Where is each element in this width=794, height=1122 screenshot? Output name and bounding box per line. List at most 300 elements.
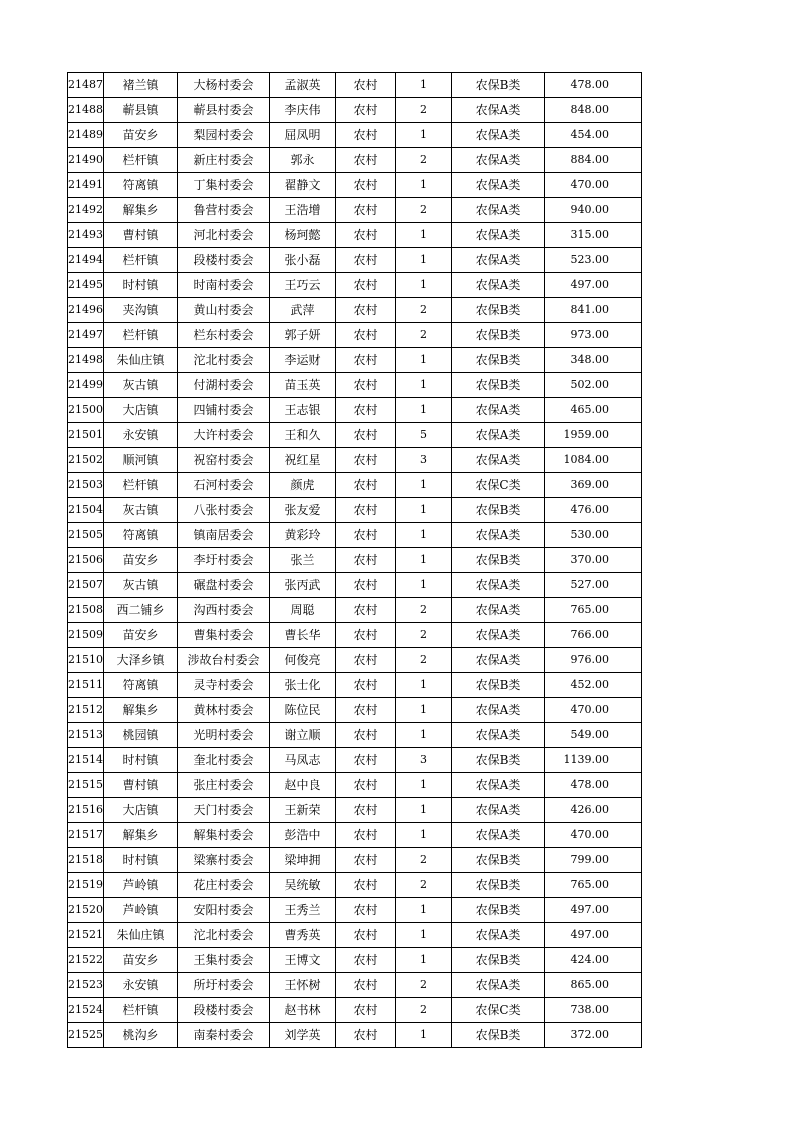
village-committee-cell: 黄林村委会 — [178, 698, 270, 723]
person-name-cell: 赵中良 — [270, 773, 336, 798]
record-id-cell: 21523 — [68, 973, 104, 998]
township-cell: 苗安乡 — [104, 623, 178, 648]
amount-cell: 497.00 — [545, 923, 642, 948]
person-name-cell: 王和久 — [270, 423, 336, 448]
table-row — [68, 798, 642, 823]
household-count-cell: 1 — [396, 373, 452, 398]
records-table — [67, 72, 642, 1048]
township-cell: 朱仙庄镇 — [104, 348, 178, 373]
table-row — [68, 223, 642, 248]
village-committee-cell: 灵寺村委会 — [178, 673, 270, 698]
township-cell: 栏杆镇 — [104, 473, 178, 498]
household-count-cell: 1 — [396, 523, 452, 548]
village-committee-cell: 付湖村委会 — [178, 373, 270, 398]
record-id-cell: 21498 — [68, 348, 104, 373]
insurance-category-cell: 农保A类 — [452, 123, 545, 148]
township-cell: 时村镇 — [104, 848, 178, 873]
area-type-cell: 农村 — [336, 648, 396, 673]
amount-cell: 370.00 — [545, 548, 642, 573]
table-row — [68, 398, 642, 423]
household-count-cell: 1 — [396, 773, 452, 798]
amount-cell: 454.00 — [545, 123, 642, 148]
township-cell: 解集乡 — [104, 823, 178, 848]
township-cell: 栏杆镇 — [104, 323, 178, 348]
record-id-cell: 21525 — [68, 1023, 104, 1048]
township-cell: 灰古镇 — [104, 573, 178, 598]
village-committee-cell: 解集村委会 — [178, 823, 270, 848]
amount-cell: 470.00 — [545, 823, 642, 848]
record-id-cell: 21511 — [68, 673, 104, 698]
area-type-cell: 农村 — [336, 798, 396, 823]
insurance-category-cell: 农保A类 — [452, 523, 545, 548]
table-row — [68, 898, 642, 923]
area-type-cell: 农村 — [336, 548, 396, 573]
area-type-cell: 农村 — [336, 748, 396, 773]
person-name-cell: 王志银 — [270, 398, 336, 423]
record-id-cell: 21516 — [68, 798, 104, 823]
amount-cell: 465.00 — [545, 398, 642, 423]
insurance-category-cell: 农保B类 — [452, 348, 545, 373]
area-type-cell: 农村 — [336, 448, 396, 473]
insurance-category-cell: 农保B类 — [452, 673, 545, 698]
township-cell: 灰古镇 — [104, 373, 178, 398]
person-name-cell: 武萍 — [270, 298, 336, 323]
table-row — [68, 773, 642, 798]
area-type-cell: 农村 — [336, 73, 396, 98]
person-name-cell: 郭永 — [270, 148, 336, 173]
village-committee-cell: 所圩村委会 — [178, 973, 270, 998]
household-count-cell: 5 — [396, 423, 452, 448]
amount-cell: 841.00 — [545, 298, 642, 323]
record-id-cell: 21487 — [68, 73, 104, 98]
township-cell: 永安镇 — [104, 423, 178, 448]
person-name-cell: 王新荣 — [270, 798, 336, 823]
insurance-category-cell: 农保A类 — [452, 798, 545, 823]
record-id-cell: 21500 — [68, 398, 104, 423]
township-cell: 时村镇 — [104, 273, 178, 298]
record-id-cell: 21503 — [68, 473, 104, 498]
table-row — [68, 273, 642, 298]
table-row — [68, 573, 642, 598]
amount-cell: 315.00 — [545, 223, 642, 248]
person-name-cell: 颜虎 — [270, 473, 336, 498]
insurance-category-cell: 农保A类 — [452, 573, 545, 598]
area-type-cell: 农村 — [336, 348, 396, 373]
person-name-cell: 梁坤拥 — [270, 848, 336, 873]
table-row — [68, 123, 642, 148]
record-id-cell: 21495 — [68, 273, 104, 298]
household-count-cell: 1 — [396, 473, 452, 498]
record-id-cell: 21501 — [68, 423, 104, 448]
record-id-cell: 21519 — [68, 873, 104, 898]
insurance-category-cell: 农保B类 — [452, 73, 545, 98]
village-committee-cell: 大杨村委会 — [178, 73, 270, 98]
area-type-cell: 农村 — [336, 923, 396, 948]
township-cell: 栏杆镇 — [104, 998, 178, 1023]
township-cell: 桃沟乡 — [104, 1023, 178, 1048]
township-cell: 蕲县镇 — [104, 98, 178, 123]
record-id-cell: 21508 — [68, 598, 104, 623]
table-row — [68, 723, 642, 748]
person-name-cell: 陈位民 — [270, 698, 336, 723]
insurance-category-cell: 农保A类 — [452, 698, 545, 723]
village-committee-cell: 栏东村委会 — [178, 323, 270, 348]
household-count-cell: 1 — [396, 673, 452, 698]
table-row — [68, 698, 642, 723]
household-count-cell: 1 — [396, 223, 452, 248]
insurance-category-cell: 农保A类 — [452, 423, 545, 448]
household-count-cell: 2 — [396, 98, 452, 123]
household-count-cell: 2 — [396, 873, 452, 898]
table-row — [68, 148, 642, 173]
table-row — [68, 523, 642, 548]
amount-cell: 884.00 — [545, 148, 642, 173]
record-id-cell: 21512 — [68, 698, 104, 723]
area-type-cell: 农村 — [336, 248, 396, 273]
table-row — [68, 373, 642, 398]
insurance-category-cell: 农保B类 — [452, 1023, 545, 1048]
village-committee-cell: 沱北村委会 — [178, 348, 270, 373]
village-committee-cell: 黄山村委会 — [178, 298, 270, 323]
amount-cell: 478.00 — [545, 73, 642, 98]
record-id-cell: 21514 — [68, 748, 104, 773]
record-id-cell: 21502 — [68, 448, 104, 473]
table-row — [68, 948, 642, 973]
person-name-cell: 祝红星 — [270, 448, 336, 473]
village-committee-cell: 段楼村委会 — [178, 248, 270, 273]
household-count-cell: 1 — [396, 73, 452, 98]
insurance-category-cell: 农保B类 — [452, 498, 545, 523]
area-type-cell: 农村 — [336, 998, 396, 1023]
insurance-category-cell: 农保B类 — [452, 323, 545, 348]
area-type-cell: 农村 — [336, 723, 396, 748]
table-row — [68, 823, 642, 848]
amount-cell: 865.00 — [545, 973, 642, 998]
table-row — [68, 173, 642, 198]
record-id-cell: 21496 — [68, 298, 104, 323]
insurance-category-cell: 农保A类 — [452, 923, 545, 948]
township-cell: 符离镇 — [104, 673, 178, 698]
area-type-cell: 农村 — [336, 773, 396, 798]
township-cell: 解集乡 — [104, 698, 178, 723]
township-cell: 苗安乡 — [104, 948, 178, 973]
household-count-cell: 2 — [396, 848, 452, 873]
household-count-cell: 3 — [396, 748, 452, 773]
township-cell: 桃园镇 — [104, 723, 178, 748]
amount-cell: 973.00 — [545, 323, 642, 348]
person-name-cell: 翟静文 — [270, 173, 336, 198]
person-name-cell: 屈凤明 — [270, 123, 336, 148]
insurance-category-cell: 农保A类 — [452, 648, 545, 673]
household-count-cell: 1 — [396, 123, 452, 148]
village-committee-cell: 河北村委会 — [178, 223, 270, 248]
record-id-cell: 21506 — [68, 548, 104, 573]
household-count-cell: 1 — [396, 498, 452, 523]
village-committee-cell: 新庄村委会 — [178, 148, 270, 173]
insurance-category-cell: 农保B类 — [452, 748, 545, 773]
village-committee-cell: 花庄村委会 — [178, 873, 270, 898]
amount-cell: 470.00 — [545, 173, 642, 198]
household-count-cell: 2 — [396, 648, 452, 673]
household-count-cell: 2 — [396, 148, 452, 173]
table-row — [68, 198, 642, 223]
record-id-cell: 21517 — [68, 823, 104, 848]
table-row — [68, 248, 642, 273]
area-type-cell: 农村 — [336, 298, 396, 323]
amount-cell: 976.00 — [545, 648, 642, 673]
person-name-cell: 张兰 — [270, 548, 336, 573]
person-name-cell: 张友爱 — [270, 498, 336, 523]
person-name-cell: 张小磊 — [270, 248, 336, 273]
township-cell: 大店镇 — [104, 398, 178, 423]
village-committee-cell: 鲁营村委会 — [178, 198, 270, 223]
village-committee-cell: 奎北村委会 — [178, 748, 270, 773]
village-committee-cell: 李圩村委会 — [178, 548, 270, 573]
person-name-cell: 马凤志 — [270, 748, 336, 773]
household-count-cell: 1 — [396, 1023, 452, 1048]
amount-cell: 523.00 — [545, 248, 642, 273]
table-row — [68, 598, 642, 623]
record-id-cell: 21515 — [68, 773, 104, 798]
household-count-cell: 1 — [396, 823, 452, 848]
township-cell: 芦岭镇 — [104, 873, 178, 898]
area-type-cell: 农村 — [336, 848, 396, 873]
record-id-cell: 21497 — [68, 323, 104, 348]
amount-cell: 765.00 — [545, 873, 642, 898]
household-count-cell: 2 — [396, 598, 452, 623]
record-id-cell: 21494 — [68, 248, 104, 273]
person-name-cell: 周聪 — [270, 598, 336, 623]
amount-cell: 348.00 — [545, 348, 642, 373]
table-row — [68, 473, 642, 498]
township-cell: 大店镇 — [104, 798, 178, 823]
table-row — [68, 973, 642, 998]
amount-cell: 452.00 — [545, 673, 642, 698]
record-id-cell: 21489 — [68, 123, 104, 148]
township-cell: 永安镇 — [104, 973, 178, 998]
township-cell: 灰古镇 — [104, 498, 178, 523]
household-count-cell: 2 — [396, 998, 452, 1023]
village-committee-cell: 四铺村委会 — [178, 398, 270, 423]
insurance-category-cell: 农保A类 — [452, 173, 545, 198]
table-row — [68, 673, 642, 698]
record-id-cell: 21524 — [68, 998, 104, 1023]
insurance-category-cell: 农保A类 — [452, 623, 545, 648]
village-committee-cell: 沱北村委会 — [178, 923, 270, 948]
record-id-cell: 21520 — [68, 898, 104, 923]
person-name-cell: 曹长华 — [270, 623, 336, 648]
area-type-cell: 农村 — [336, 823, 396, 848]
amount-cell: 426.00 — [545, 798, 642, 823]
person-name-cell: 张士化 — [270, 673, 336, 698]
person-name-cell: 李运财 — [270, 348, 336, 373]
township-cell: 栏杆镇 — [104, 248, 178, 273]
area-type-cell: 农村 — [336, 223, 396, 248]
record-id-cell: 21488 — [68, 98, 104, 123]
township-cell: 栏杆镇 — [104, 148, 178, 173]
insurance-category-cell: 农保C类 — [452, 473, 545, 498]
amount-cell: 848.00 — [545, 98, 642, 123]
table-row — [68, 873, 642, 898]
record-id-cell: 21513 — [68, 723, 104, 748]
table-row — [68, 923, 642, 948]
amount-cell: 1139.00 — [545, 748, 642, 773]
amount-cell: 497.00 — [545, 273, 642, 298]
area-type-cell: 农村 — [336, 273, 396, 298]
household-count-cell: 1 — [396, 348, 452, 373]
household-count-cell: 2 — [396, 323, 452, 348]
village-committee-cell: 安阳村委会 — [178, 898, 270, 923]
area-type-cell: 农村 — [336, 198, 396, 223]
table-row — [68, 298, 642, 323]
village-committee-cell: 碾盘村委会 — [178, 573, 270, 598]
village-committee-cell: 丁集村委会 — [178, 173, 270, 198]
household-count-cell: 1 — [396, 248, 452, 273]
table-row — [68, 73, 642, 98]
township-cell: 曹村镇 — [104, 773, 178, 798]
township-cell: 褚兰镇 — [104, 73, 178, 98]
village-committee-cell: 镇南居委会 — [178, 523, 270, 548]
insurance-category-cell: 农保A类 — [452, 723, 545, 748]
record-id-cell: 21505 — [68, 523, 104, 548]
township-cell: 苗安乡 — [104, 123, 178, 148]
household-count-cell: 1 — [396, 398, 452, 423]
record-id-cell: 21504 — [68, 498, 104, 523]
person-name-cell: 李庆伟 — [270, 98, 336, 123]
amount-cell: 765.00 — [545, 598, 642, 623]
table-row — [68, 98, 642, 123]
village-committee-cell: 南秦村委会 — [178, 1023, 270, 1048]
township-cell: 苗安乡 — [104, 548, 178, 573]
table-row — [68, 848, 642, 873]
village-committee-cell: 梨园村委会 — [178, 123, 270, 148]
record-id-cell: 21490 — [68, 148, 104, 173]
village-committee-cell: 八张村委会 — [178, 498, 270, 523]
record-id-cell: 21510 — [68, 648, 104, 673]
household-count-cell: 1 — [396, 173, 452, 198]
township-cell: 朱仙庄镇 — [104, 923, 178, 948]
township-cell: 符离镇 — [104, 523, 178, 548]
person-name-cell: 张丙武 — [270, 573, 336, 598]
amount-cell: 530.00 — [545, 523, 642, 548]
record-id-cell: 21492 — [68, 198, 104, 223]
village-committee-cell: 天门村委会 — [178, 798, 270, 823]
person-name-cell: 彭浩中 — [270, 823, 336, 848]
person-name-cell: 曹秀英 — [270, 923, 336, 948]
area-type-cell: 农村 — [336, 598, 396, 623]
household-count-cell: 2 — [396, 973, 452, 998]
amount-cell: 549.00 — [545, 723, 642, 748]
township-cell: 解集乡 — [104, 198, 178, 223]
person-name-cell: 郭子妍 — [270, 323, 336, 348]
person-name-cell: 何俊亮 — [270, 648, 336, 673]
household-count-cell: 1 — [396, 923, 452, 948]
insurance-category-cell: 农保A类 — [452, 448, 545, 473]
insurance-category-cell: 农保B类 — [452, 848, 545, 873]
insurance-category-cell: 农保B类 — [452, 548, 545, 573]
amount-cell: 527.00 — [545, 573, 642, 598]
person-name-cell: 王博文 — [270, 948, 336, 973]
person-name-cell: 刘学英 — [270, 1023, 336, 1048]
household-count-cell: 1 — [396, 798, 452, 823]
insurance-category-cell: 农保A类 — [452, 398, 545, 423]
area-type-cell: 农村 — [336, 473, 396, 498]
amount-cell: 372.00 — [545, 1023, 642, 1048]
person-name-cell: 赵书林 — [270, 998, 336, 1023]
insurance-category-cell: 农保A类 — [452, 98, 545, 123]
insurance-category-cell: 农保A类 — [452, 248, 545, 273]
village-committee-cell: 张庄村委会 — [178, 773, 270, 798]
table-body — [68, 73, 642, 1048]
person-name-cell: 王秀兰 — [270, 898, 336, 923]
person-name-cell: 王浩增 — [270, 198, 336, 223]
amount-cell: 1959.00 — [545, 423, 642, 448]
insurance-category-cell: 农保A类 — [452, 198, 545, 223]
area-type-cell: 农村 — [336, 698, 396, 723]
household-count-cell: 1 — [396, 898, 452, 923]
table-row — [68, 998, 642, 1023]
area-type-cell: 农村 — [336, 373, 396, 398]
area-type-cell: 农村 — [336, 498, 396, 523]
person-name-cell: 吴统敏 — [270, 873, 336, 898]
amount-cell: 497.00 — [545, 898, 642, 923]
amount-cell: 766.00 — [545, 623, 642, 648]
insurance-category-cell: 农保A类 — [452, 148, 545, 173]
record-id-cell: 21521 — [68, 923, 104, 948]
record-id-cell: 21507 — [68, 573, 104, 598]
township-cell: 符离镇 — [104, 173, 178, 198]
village-committee-cell: 时南村委会 — [178, 273, 270, 298]
area-type-cell: 农村 — [336, 673, 396, 698]
area-type-cell: 农村 — [336, 1023, 396, 1048]
area-type-cell: 农村 — [336, 423, 396, 448]
township-cell: 时村镇 — [104, 748, 178, 773]
insurance-category-cell: 农保A类 — [452, 223, 545, 248]
table-row — [68, 648, 642, 673]
area-type-cell: 农村 — [336, 948, 396, 973]
table-row — [68, 748, 642, 773]
record-id-cell: 21499 — [68, 373, 104, 398]
township-cell: 顺河镇 — [104, 448, 178, 473]
record-id-cell: 21491 — [68, 173, 104, 198]
table-row — [68, 623, 642, 648]
insurance-category-cell: 农保A类 — [452, 598, 545, 623]
record-id-cell: 21518 — [68, 848, 104, 873]
area-type-cell: 农村 — [336, 173, 396, 198]
insurance-category-cell: 农保A类 — [452, 273, 545, 298]
amount-cell: 940.00 — [545, 198, 642, 223]
amount-cell: 424.00 — [545, 948, 642, 973]
table-row — [68, 498, 642, 523]
household-count-cell: 1 — [396, 723, 452, 748]
village-committee-cell: 沟西村委会 — [178, 598, 270, 623]
area-type-cell: 农村 — [336, 98, 396, 123]
person-name-cell: 谢立顺 — [270, 723, 336, 748]
insurance-category-cell: 农保A类 — [452, 823, 545, 848]
household-count-cell: 2 — [396, 298, 452, 323]
household-count-cell: 1 — [396, 273, 452, 298]
amount-cell: 476.00 — [545, 498, 642, 523]
amount-cell: 470.00 — [545, 698, 642, 723]
amount-cell: 369.00 — [545, 473, 642, 498]
table-row — [68, 1023, 642, 1048]
village-committee-cell: 祝窑村委会 — [178, 448, 270, 473]
record-id-cell: 21522 — [68, 948, 104, 973]
person-name-cell: 苗玉英 — [270, 373, 336, 398]
insurance-category-cell: 农保C类 — [452, 998, 545, 1023]
insurance-category-cell: 农保A类 — [452, 973, 545, 998]
person-name-cell: 杨珂懿 — [270, 223, 336, 248]
